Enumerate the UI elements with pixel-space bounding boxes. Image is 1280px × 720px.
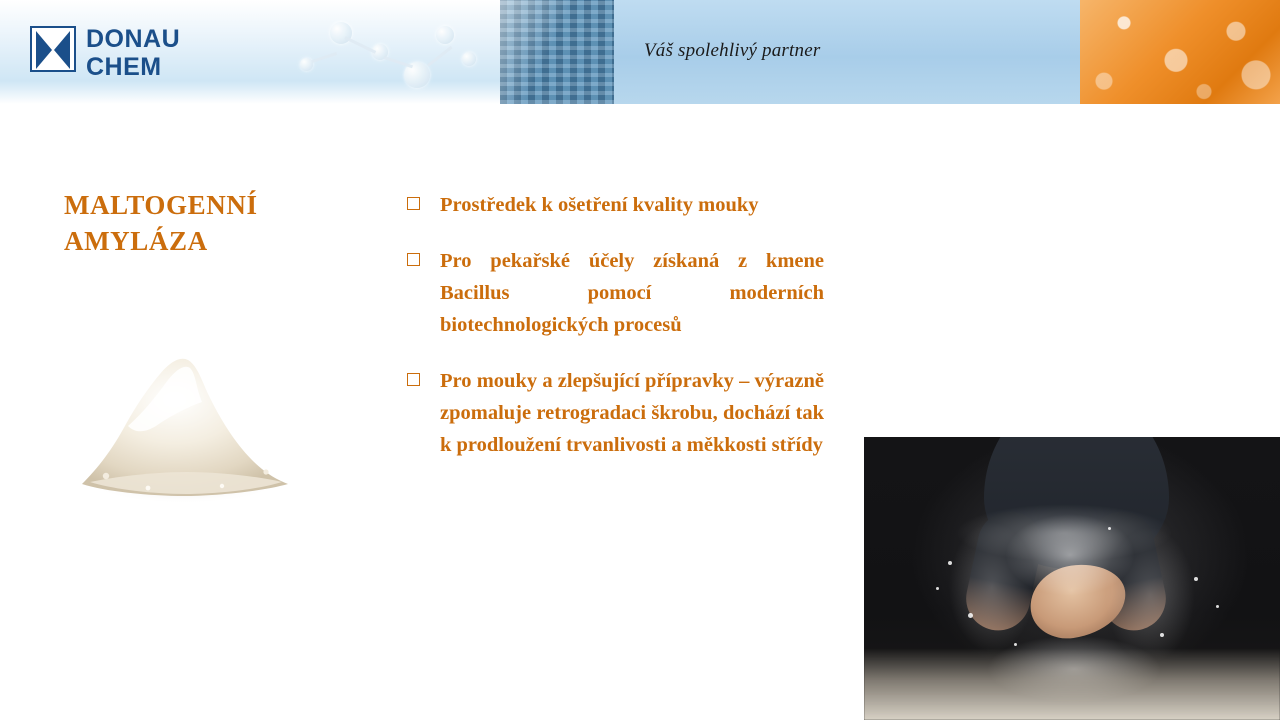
logo-wordmark [86, 27, 180, 80]
list-item [404, 190, 824, 222]
molecule-atom-icon [436, 26, 454, 44]
list-item-text: Prostředek k ošetření kvality mouky [440, 194, 759, 216]
page-title: MALTOGENNÍ AMYLÁZA [64, 190, 258, 256]
list-item [404, 246, 824, 342]
flour-pile-image [60, 300, 310, 550]
molecule-bond-icon [312, 52, 338, 63]
photo-flour-speck [1216, 605, 1219, 608]
bowtie-right-shape [54, 31, 70, 69]
header-industrial-photo [500, 0, 614, 104]
company-logo [30, 25, 210, 81]
list-item [404, 366, 824, 462]
photo-flour-speck [936, 587, 939, 590]
header-tagline: Váš spolehlivý partner [644, 40, 821, 61]
photo-flour-surface [864, 648, 1280, 720]
checkbox-bullet-icon [407, 197, 420, 210]
bullet-list [404, 190, 824, 462]
slide-header [0, 0, 1280, 104]
hands-flour-image [864, 437, 1280, 720]
logo-line-2: CHEM [86, 53, 162, 81]
list-item-text: Pro pekařské účely získaná z kmene Bacillus pomocí moderních biotechnologických procesů [440, 249, 824, 336]
molecule-atom-icon [462, 52, 476, 66]
photo-flour-speck [1194, 577, 1198, 581]
photo-flour-speck [1160, 633, 1164, 637]
photo-flour-speck [968, 613, 973, 618]
bowtie-left-shape [36, 31, 52, 69]
molecule-bond-icon [344, 36, 376, 54]
logo-line-1: DONAU [86, 25, 181, 53]
photo-flour-speck [948, 561, 952, 565]
checkbox-bullet-icon [407, 373, 420, 386]
header-bubbles-photo [1080, 0, 1280, 104]
molecule-bond-icon [427, 46, 452, 67]
molecule-bond-icon [384, 56, 413, 68]
photo-flour-speck [1014, 643, 1017, 646]
checkbox-bullet-icon [407, 253, 420, 266]
list-item-text: Pro mouky a zlepšující přípravky – výrazně zpomaluje retrogradaci škrobu, dochází tak k prodloužení trvanlivosti a měkkosti střídy [440, 369, 824, 456]
photo-flour-speck [1108, 527, 1111, 530]
donau-chem-bowtie-mark-icon [30, 26, 76, 72]
